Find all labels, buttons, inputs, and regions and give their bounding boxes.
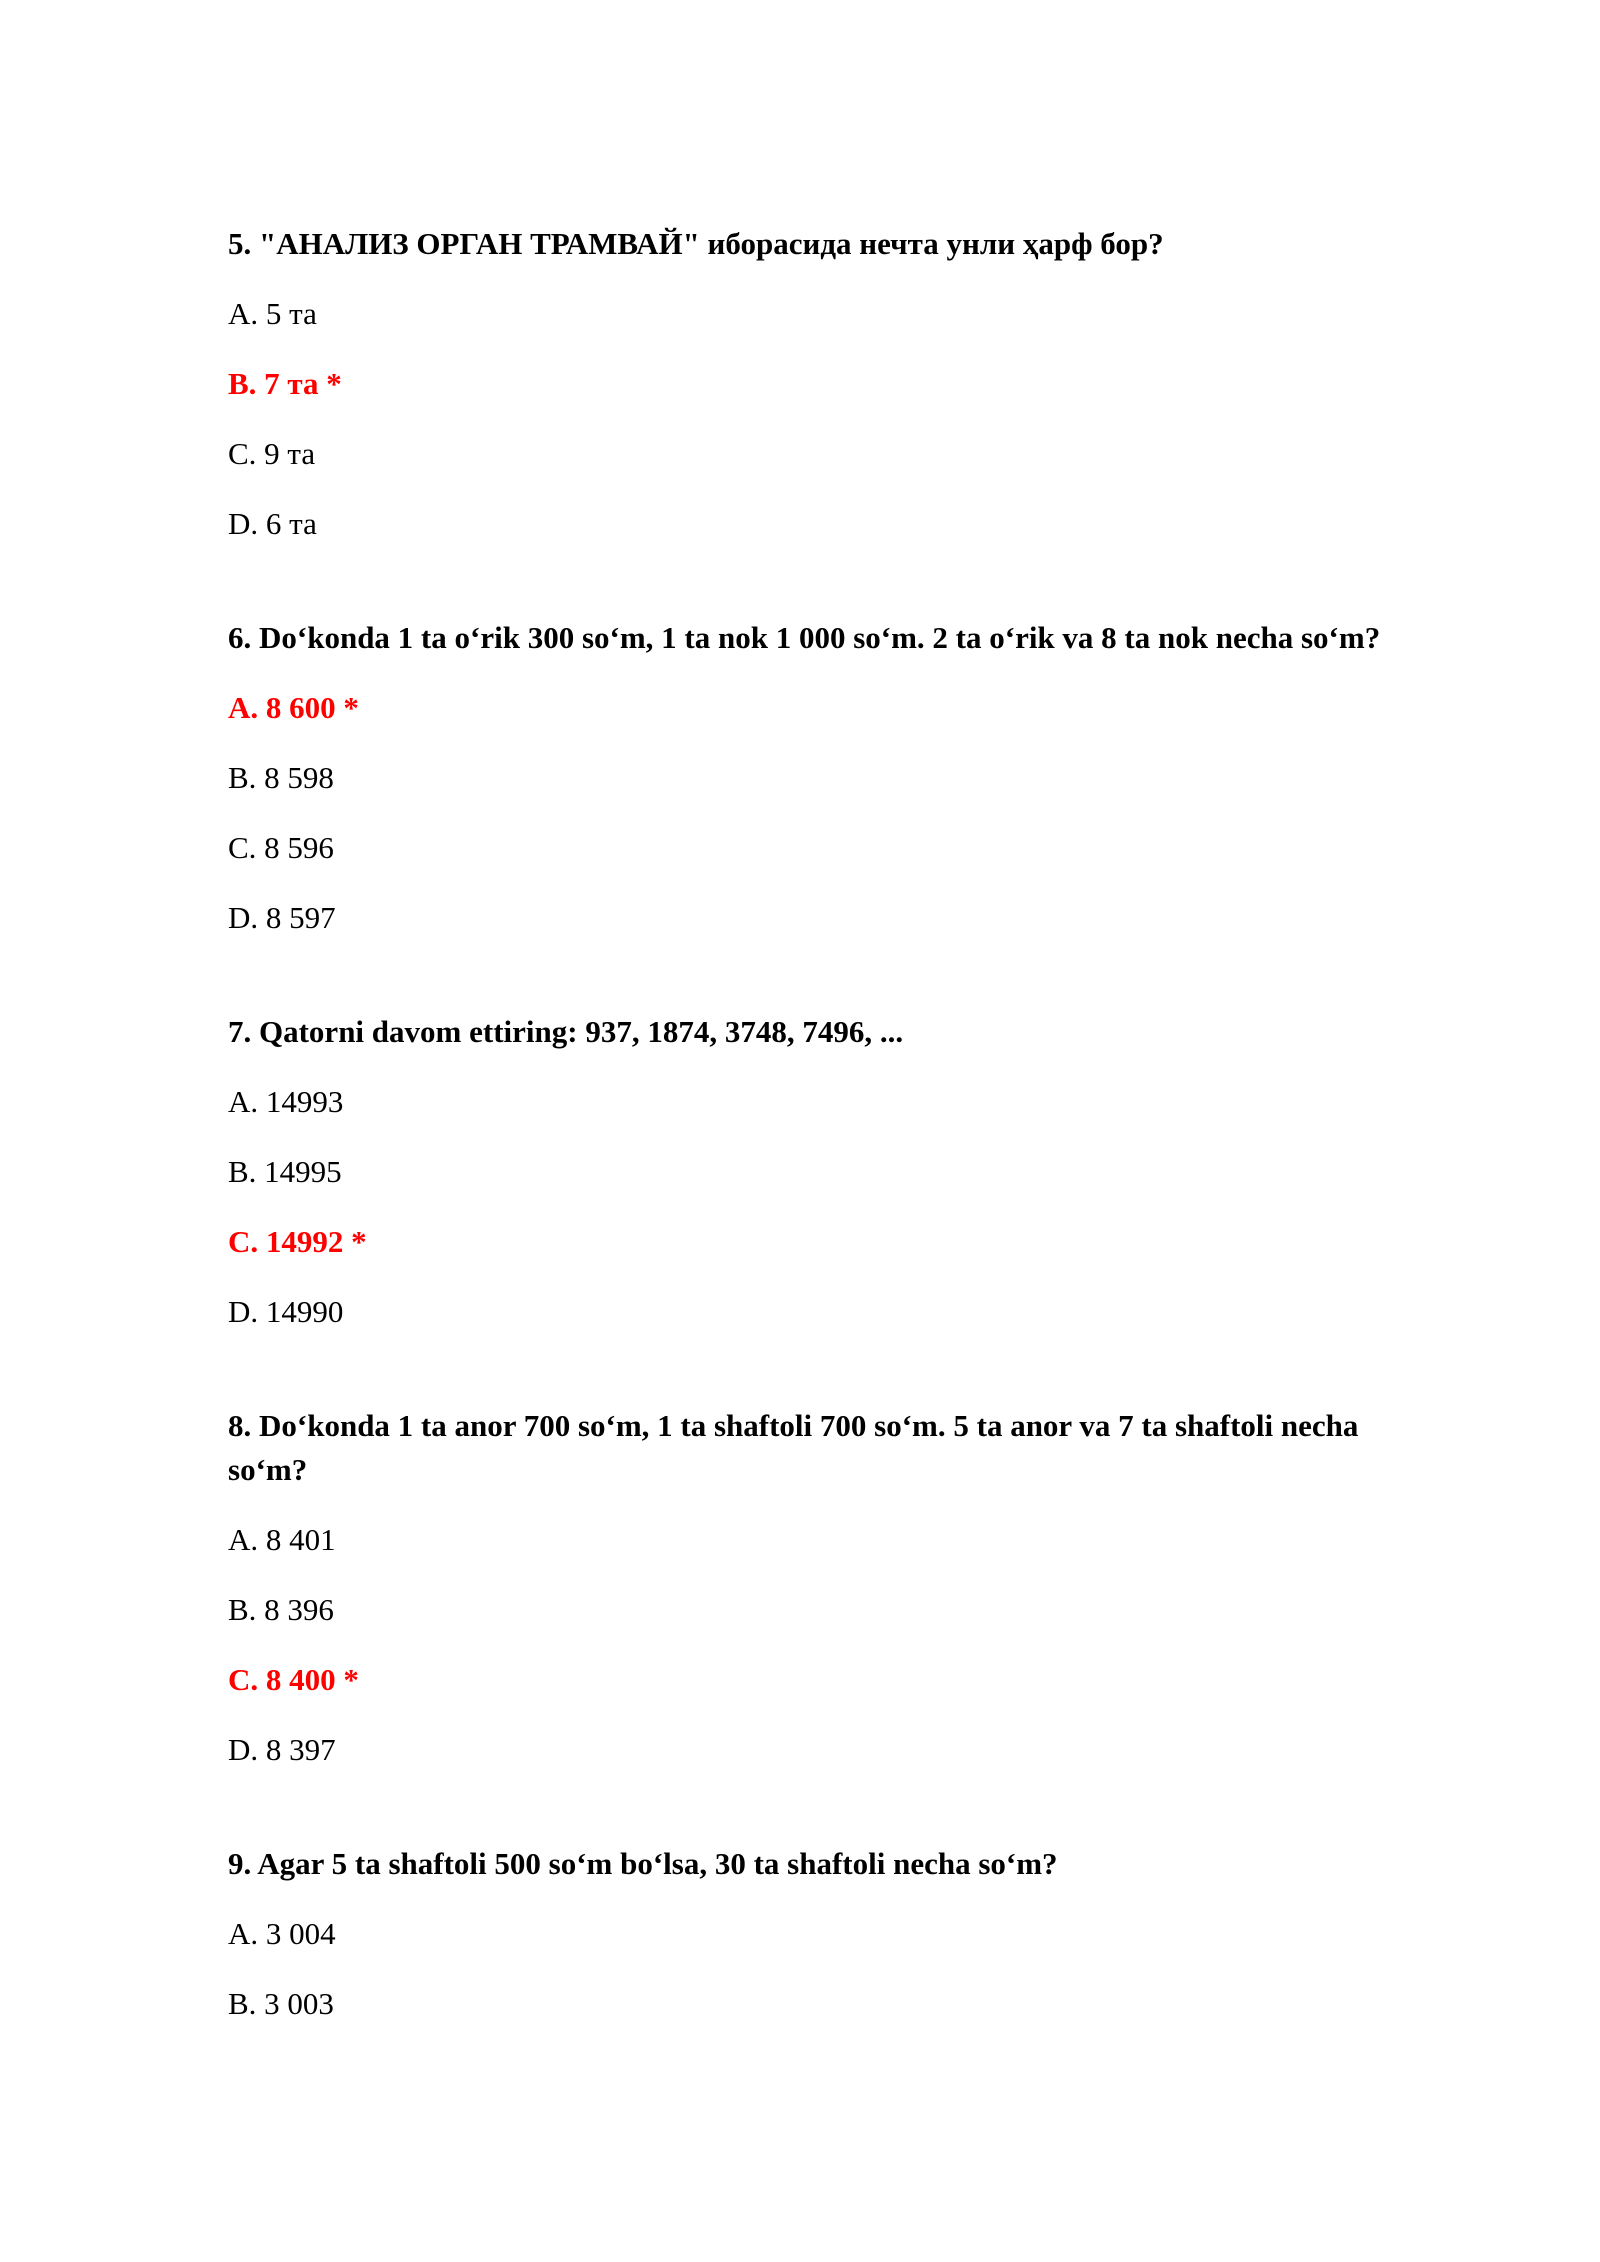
question-text: 5. "АНАЛИЗ ОРГАН ТРАМВАЙ" иборасида нечта унли ҳарф бор? bbox=[228, 226, 1164, 261]
option-b: B. 3 003 bbox=[228, 1986, 334, 2021]
option-a-correct: A. 8 600 * bbox=[228, 690, 359, 725]
option-a: A. 3 004 bbox=[228, 1916, 336, 1951]
option-d: D. 8 597 bbox=[228, 900, 336, 935]
question-text: 9. Agar 5 ta shaftoli 500 so‘m bo‘lsa, 30 ta shaftoli necha so‘m? bbox=[228, 1846, 1058, 1881]
question-7 bbox=[228, 1010, 1438, 1334]
option-b: B. 8 598 bbox=[228, 760, 334, 795]
option-c: C. 9 та bbox=[228, 436, 316, 471]
option-a: A. 5 та bbox=[228, 296, 317, 331]
option-c: C. 8 596 bbox=[228, 830, 334, 865]
question-text: 7. Qatorni davom ettiring: 937, 1874, 3748, 7496, ... bbox=[228, 1014, 904, 1049]
option-d: D. 8 397 bbox=[228, 1732, 336, 1767]
question-text: 8. Do‘konda 1 ta anor 700 so‘m, 1 ta shaftoli 700 so‘m. 5 ta anor va 7 ta shaftoli necha so‘m? bbox=[228, 1408, 1359, 1487]
question-9 bbox=[228, 1842, 1438, 2026]
option-c-correct: C. 8 400 * bbox=[228, 1662, 359, 1697]
question-list bbox=[228, 222, 1438, 2096]
option-d: D. 6 та bbox=[228, 506, 317, 541]
option-d: D. 14990 bbox=[228, 1294, 344, 1329]
question-5 bbox=[228, 222, 1438, 546]
question-6 bbox=[228, 616, 1438, 940]
option-b: B. 8 396 bbox=[228, 1592, 334, 1627]
option-c-correct: C. 14992 * bbox=[228, 1224, 367, 1259]
option-a: A. 8 401 bbox=[228, 1522, 336, 1557]
question-8 bbox=[228, 1404, 1438, 1772]
option-b: B. 14995 bbox=[228, 1154, 342, 1189]
option-a: A. 14993 bbox=[228, 1084, 344, 1119]
option-b-correct: B. 7 та * bbox=[228, 366, 342, 401]
question-text: 6. Do‘konda 1 ta o‘rik 300 so‘m, 1 ta nok 1 000 so‘m. 2 ta o‘rik va 8 ta nok necha so‘m? bbox=[228, 620, 1381, 655]
